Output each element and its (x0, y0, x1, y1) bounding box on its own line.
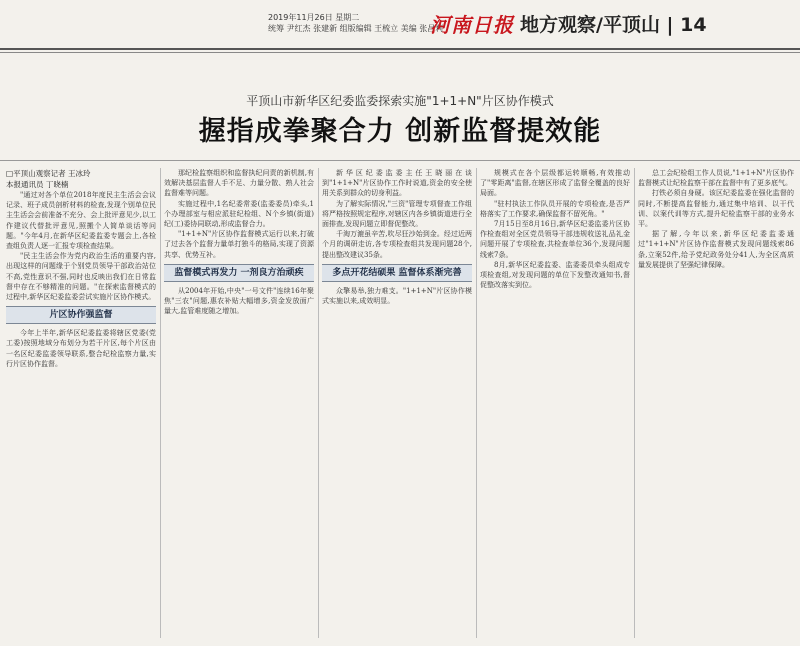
headline-kicker: 平顶山市新华区纪委监委探索实施"1+1+N"片区协作模式 (246, 94, 554, 108)
subhead-2: 监督模式再发力 一剂良方治顽疾 (164, 264, 314, 282)
masthead-meta (268, 12, 444, 34)
paragraph: 7月15日至8月16日,新华区纪委监委片区协作检查组对全区党员领导干部违规收送礼品礼金问题开展了专项检查,共检查单位36个,发现问题线索7条。 (480, 220, 630, 259)
newspaper-logo: 河南日报 (430, 13, 514, 37)
column-divider (318, 168, 319, 638)
section-title: 地方观察/平顶山 | 14 (520, 14, 707, 36)
article-column-3 (322, 168, 472, 638)
masthead (0, 0, 800, 62)
article-column-4 (480, 168, 630, 638)
paragraph: 为了解实际情况,"三资"管理专项督查工作组将严格按照规定程序,对辖区内各乡镇街道进行全面排查,发现问题立即督促整改。 (322, 199, 472, 229)
editor-credits: 统筹 尹红杰 张建新 组版编辑 王梳立 美编 张昌莉 (268, 24, 444, 33)
column-divider (634, 168, 635, 638)
paragraph: "民主生活会作为党内政治生活的重要内容,出现这样的问题缘于个别党员领导干部政治站位不高,党性意识不强,同时也反映出我们在日常监督中存在不够精准的问题。"在探索监督模式的过程中,新华区纪委监委尝试实施片区协作模式。 (6, 252, 156, 302)
issue-date: 2019年11月26日 星期二 (268, 13, 360, 22)
paragraph: 众擎易举,独力难支。"1+1+N"片区协作模式实施以来,成效明显。 (322, 286, 472, 306)
masthead-rule (0, 48, 800, 50)
paragraph: 据了解,今年以来,新华区纪委监委通过"1+1+N"片区协作监督模式发现问题线索86条,立案52件,给予党纪政务处分41人,为全区高质量发展提供了坚强纪律保障。 (638, 230, 794, 269)
paragraph: 千淘万漉虽辛苦,吹尽狂沙始到金。经过近两个月的调研走访,各专项检查组共发现问题28个,提出整改建议35条。 (322, 230, 472, 259)
paragraph: 实施过程中,1名纪委常委(监委委员)牵头,1个办理部室与相应派驻纪检组、N个乡镇(街道)纪(工)委协同联动,形成监督合力。 (164, 199, 314, 229)
paragraph: 打铁必须自身硬。该区纪委监委在强化监督的同时,不断提高监督能力,通过集中培训、以干代训、以案代训等方式,提升纪检监察干部的业务水平。 (638, 189, 794, 229)
masthead-rule-thin (0, 52, 800, 53)
article-column-2 (164, 168, 314, 638)
subhead-3: 多点开花结硕果 监督体系渐完善 (322, 264, 472, 282)
paragraph: 规模式在各个层级都运转顺畅,有效推动了"零距离"监督,在辖区形成了监督全覆盖的良好局面。 (480, 169, 630, 198)
paragraph: 8月,新华区纪委监委、监委委员牵头组成专项检查组,对发现问题的单位下发整改通知书,督促整改落实到位。 (480, 260, 630, 290)
byline-reporter: □平顶山观察记者 王冰玲 (6, 169, 91, 178)
paragraph: "驻村执法工作队员开展的专项检查,是否严格落实了工作要求,确保监督不留死角。" (480, 199, 630, 218)
paragraph: 从2004年开始,中央"一号文件"连续16年聚焦"三农"问题,惠农补贴大幅增多,资金发放面广量大,监管难度随之增加。 (164, 286, 314, 316)
subhead-1: 片区协作强监督 (6, 306, 156, 324)
byline (6, 168, 156, 190)
column-divider (160, 168, 161, 638)
article-column-5 (638, 168, 794, 638)
headline-title: 握指成拳聚合力 创新监督提效能 (198, 116, 602, 147)
paragraph: "通过对各个单位2018年度民主生活会会议记录、班子成员剖析材料的检查,发现个别单位民主生活会会前准备不充分、会上批评意见少,以工作建议代替批评意见,照搬个人简单谈话等问题。"今年4月,在新华区纪委监委专题会上,各检查组负责人逐一汇报专项检查结果。 (6, 191, 156, 251)
paragraph: 总工会纪检组工作人员说,"1+1+N"片区协作监督模式让纪检监察干部在监督中有了更多底气。 (638, 169, 794, 188)
paragraph: 新华区纪委监委主任王晓丽在谈到"1+1+N"片区协作工作时说道,资金的安全使用关系到群众的切身利益。 (322, 169, 472, 198)
byline-correspondent: 本报通讯员 丁晓楠 (6, 180, 69, 189)
headline-rule (0, 160, 800, 161)
paragraph: 那纪检监察组织和监督执纪问责的新机制,有效解决基层监督人手不足、力量分散、熟人社会监督难等问题。 (164, 169, 314, 198)
paragraph: 今年上半年,新华区纪委监委将辖区党委(党工委)按照地域分布划分为若干片区,每个片区由一名区纪委监委领导联系,整合纪检监察力量,实行片区协作监督。 (6, 329, 156, 368)
article-column-1 (6, 168, 156, 638)
paragraph: "1+1+N"片区协作监督模式运行以来,打破了过去各个监督力量单打独斗的格局,实现了资源共享、优势互补。 (164, 230, 314, 259)
column-divider (476, 168, 477, 638)
